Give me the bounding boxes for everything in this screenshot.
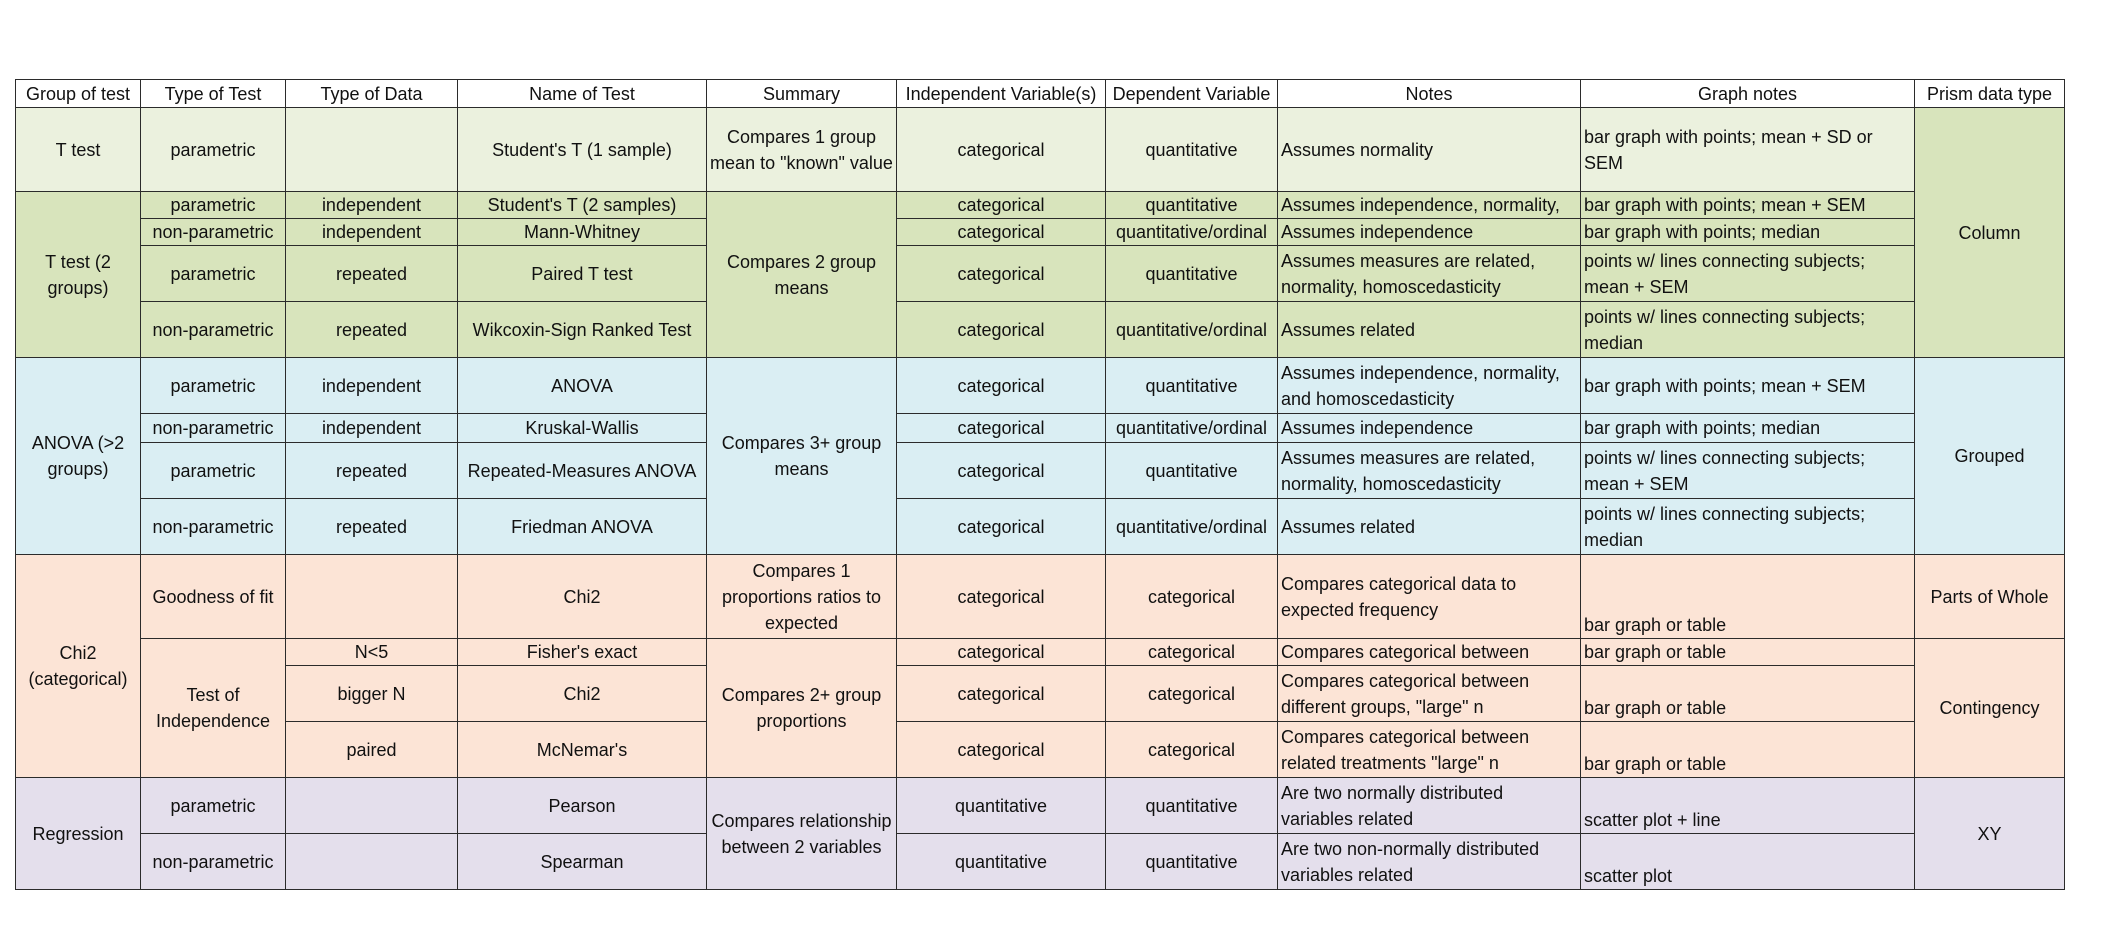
graph-notes-cell: bar graph with points; median bbox=[1581, 219, 1915, 246]
prism-type-cell: Contingency bbox=[1915, 639, 2065, 778]
header-cell: Graph notes bbox=[1581, 80, 1915, 108]
data-type-cell bbox=[286, 108, 458, 192]
independent-variable-cell: categorical bbox=[897, 219, 1106, 246]
group-cell: Regression bbox=[16, 778, 141, 890]
graph-notes-cell: bar graph with points; mean + SD or SEM bbox=[1581, 108, 1915, 192]
test-name-cell: Spearman bbox=[458, 834, 707, 890]
dependent-variable-cell: categorical bbox=[1106, 555, 1278, 639]
header-cell: Notes bbox=[1278, 80, 1581, 108]
notes-cell: Are two normally distributed variables related bbox=[1278, 778, 1581, 834]
notes-cell: Assumes independence, normality, and homoscedasticity bbox=[1278, 358, 1581, 414]
independent-variable-cell: categorical bbox=[897, 302, 1106, 358]
header-cell: Independent Variable(s) bbox=[897, 80, 1106, 108]
data-type-cell: repeated bbox=[286, 246, 458, 302]
independent-variable-cell: categorical bbox=[897, 443, 1106, 499]
dependent-variable-cell: categorical bbox=[1106, 722, 1278, 778]
table-row bbox=[16, 639, 2065, 666]
graph-notes-cell: bar graph with points; median bbox=[1581, 414, 1915, 443]
table-row bbox=[16, 414, 2065, 443]
notes-cell: Compares categorical between bbox=[1278, 639, 1581, 666]
graph-notes-cell: points w/ lines connecting subjects; mean + SEM bbox=[1581, 246, 1915, 302]
test-name-cell: Wikcoxin-Sign Ranked Test bbox=[458, 302, 707, 358]
notes-cell: Compares categorical between related treatments "large" n bbox=[1278, 722, 1581, 778]
header-cell: Dependent Variable bbox=[1106, 80, 1278, 108]
graph-notes-cell: bar graph or table bbox=[1581, 666, 1915, 722]
prism-type-cell: Parts of Whole bbox=[1915, 555, 2065, 639]
dependent-variable-cell: quantitative bbox=[1106, 192, 1278, 219]
type-cell: parametric bbox=[141, 358, 286, 414]
data-type-cell: repeated bbox=[286, 443, 458, 499]
test-name-cell: Friedman ANOVA bbox=[458, 499, 707, 555]
notes-cell: Assumes measures are related, normality, homoscedasticity bbox=[1278, 246, 1581, 302]
summary-cell: Compares relationship between 2 variables bbox=[707, 778, 897, 890]
independent-variable-cell: categorical bbox=[897, 639, 1106, 666]
notes-cell: Are two non-normally distributed variables related bbox=[1278, 834, 1581, 890]
table-row bbox=[16, 219, 2065, 246]
summary-cell: Compares 1 group mean to "known" value bbox=[707, 108, 897, 192]
independent-variable-cell: categorical bbox=[897, 414, 1106, 443]
graph-notes-cell: points w/ lines connecting subjects; median bbox=[1581, 302, 1915, 358]
dependent-variable-cell: quantitative/ordinal bbox=[1106, 302, 1278, 358]
group-cell: T test (2 groups) bbox=[16, 192, 141, 358]
data-type-cell: N<5 bbox=[286, 639, 458, 666]
test-name-cell: Student's T (1 sample) bbox=[458, 108, 707, 192]
test-name-cell: ANOVA bbox=[458, 358, 707, 414]
independent-variable-cell: categorical bbox=[897, 722, 1106, 778]
table-row bbox=[16, 246, 2065, 302]
notes-cell: Assumes normality bbox=[1278, 108, 1581, 192]
notes-cell: Assumes independence, normality, bbox=[1278, 192, 1581, 219]
notes-cell: Compares categorical between different groups, "large" n bbox=[1278, 666, 1581, 722]
data-type-cell: paired bbox=[286, 722, 458, 778]
table-row bbox=[16, 443, 2065, 499]
test-name-cell: Student's T (2 samples) bbox=[458, 192, 707, 219]
data-type-cell: repeated bbox=[286, 302, 458, 358]
data-type-cell: independent bbox=[286, 358, 458, 414]
dependent-variable-cell: quantitative bbox=[1106, 834, 1278, 890]
notes-cell: Assumes related bbox=[1278, 499, 1581, 555]
graph-notes-cell: bar graph or table bbox=[1581, 722, 1915, 778]
dependent-variable-cell: quantitative bbox=[1106, 443, 1278, 499]
independent-variable-cell: categorical bbox=[897, 555, 1106, 639]
summary-cell: Compares 2 group means bbox=[707, 192, 897, 358]
data-type-cell bbox=[286, 778, 458, 834]
graph-notes-cell: bar graph with points; mean + SEM bbox=[1581, 192, 1915, 219]
dependent-variable-cell: quantitative bbox=[1106, 778, 1278, 834]
graph-notes-cell: points w/ lines connecting subjects; median bbox=[1581, 499, 1915, 555]
table-row bbox=[16, 108, 2065, 192]
independent-variable-cell: categorical bbox=[897, 499, 1106, 555]
group-cell: T test bbox=[16, 108, 141, 192]
dependent-variable-cell: categorical bbox=[1106, 666, 1278, 722]
notes-cell: Compares categorical data to expected frequency bbox=[1278, 555, 1581, 639]
table-row bbox=[16, 358, 2065, 414]
prism-type-cell: Column bbox=[1915, 108, 2065, 358]
header-cell: Summary bbox=[707, 80, 897, 108]
test-name-cell: Mann-Whitney bbox=[458, 219, 707, 246]
table-row bbox=[16, 834, 2065, 890]
test-name-cell: Kruskal-Wallis bbox=[458, 414, 707, 443]
graph-notes-cell: points w/ lines connecting subjects; mean + SEM bbox=[1581, 443, 1915, 499]
type-cell: Test of Independence bbox=[141, 639, 286, 778]
prism-type-cell: XY bbox=[1915, 778, 2065, 890]
header-cell: Group of test bbox=[16, 80, 141, 108]
dependent-variable-cell: quantitative bbox=[1106, 358, 1278, 414]
type-cell: parametric bbox=[141, 443, 286, 499]
notes-cell: Assumes independence bbox=[1278, 414, 1581, 443]
type-cell: non-parametric bbox=[141, 499, 286, 555]
independent-variable-cell: quantitative bbox=[897, 778, 1106, 834]
summary-cell: Compares 3+ group means bbox=[707, 358, 897, 555]
notes-cell: Assumes related bbox=[1278, 302, 1581, 358]
graph-notes-cell: bar graph or table bbox=[1581, 639, 1915, 666]
group-cell: Chi2 (categorical) bbox=[16, 555, 141, 778]
independent-variable-cell: categorical bbox=[897, 246, 1106, 302]
dependent-variable-cell: quantitative bbox=[1106, 108, 1278, 192]
header-cell: Type of Data bbox=[286, 80, 458, 108]
independent-variable-cell: categorical bbox=[897, 666, 1106, 722]
independent-variable-cell: categorical bbox=[897, 108, 1106, 192]
type-cell: Goodness of fit bbox=[141, 555, 286, 639]
type-cell: parametric bbox=[141, 778, 286, 834]
graph-notes-cell: bar graph or table bbox=[1581, 555, 1915, 639]
table-row bbox=[16, 192, 2065, 219]
test-selection-table bbox=[15, 79, 2065, 890]
data-type-cell bbox=[286, 834, 458, 890]
dependent-variable-cell: quantitative/ordinal bbox=[1106, 414, 1278, 443]
summary-cell: Compares 1 proportions ratios to expected bbox=[707, 555, 897, 639]
type-cell: parametric bbox=[141, 246, 286, 302]
data-type-cell: independent bbox=[286, 192, 458, 219]
data-type-cell bbox=[286, 555, 458, 639]
data-type-cell: repeated bbox=[286, 499, 458, 555]
table-row bbox=[16, 778, 2065, 834]
notes-cell: Assumes measures are related, normality, homoscedasticity bbox=[1278, 443, 1581, 499]
test-name-cell: McNemar's bbox=[458, 722, 707, 778]
notes-cell: Assumes independence bbox=[1278, 219, 1581, 246]
test-name-cell: Fisher's exact bbox=[458, 639, 707, 666]
graph-notes-cell: scatter plot + line bbox=[1581, 778, 1915, 834]
header-cell: Name of Test bbox=[458, 80, 707, 108]
prism-type-cell: Grouped bbox=[1915, 358, 2065, 555]
header-row bbox=[16, 80, 2065, 108]
dependent-variable-cell: quantitative/ordinal bbox=[1106, 219, 1278, 246]
graph-notes-cell: bar graph with points; mean + SEM bbox=[1581, 358, 1915, 414]
header-cell: Prism data type bbox=[1915, 80, 2065, 108]
data-type-cell: independent bbox=[286, 219, 458, 246]
table-row bbox=[16, 722, 2065, 778]
test-name-cell: Pearson bbox=[458, 778, 707, 834]
independent-variable-cell: quantitative bbox=[897, 834, 1106, 890]
data-type-cell: bigger N bbox=[286, 666, 458, 722]
type-cell: non-parametric bbox=[141, 834, 286, 890]
type-cell: non-parametric bbox=[141, 219, 286, 246]
group-cell: ANOVA (>2 groups) bbox=[16, 358, 141, 555]
dependent-variable-cell: quantitative/ordinal bbox=[1106, 499, 1278, 555]
table-row bbox=[16, 666, 2065, 722]
graph-notes-cell: scatter plot bbox=[1581, 834, 1915, 890]
table-row bbox=[16, 302, 2065, 358]
header-cell: Type of Test bbox=[141, 80, 286, 108]
table-row bbox=[16, 499, 2065, 555]
independent-variable-cell: categorical bbox=[897, 192, 1106, 219]
independent-variable-cell: categorical bbox=[897, 358, 1106, 414]
dependent-variable-cell: quantitative bbox=[1106, 246, 1278, 302]
dependent-variable-cell: categorical bbox=[1106, 639, 1278, 666]
test-name-cell: Chi2 bbox=[458, 666, 707, 722]
data-type-cell: independent bbox=[286, 414, 458, 443]
table-row bbox=[16, 555, 2065, 639]
type-cell: non-parametric bbox=[141, 414, 286, 443]
test-name-cell: Repeated-Measures ANOVA bbox=[458, 443, 707, 499]
type-cell: parametric bbox=[141, 108, 286, 192]
test-name-cell: Paired T test bbox=[458, 246, 707, 302]
type-cell: non-parametric bbox=[141, 302, 286, 358]
test-name-cell: Chi2 bbox=[458, 555, 707, 639]
type-cell: parametric bbox=[141, 192, 286, 219]
summary-cell: Compares 2+ group proportions bbox=[707, 639, 897, 778]
